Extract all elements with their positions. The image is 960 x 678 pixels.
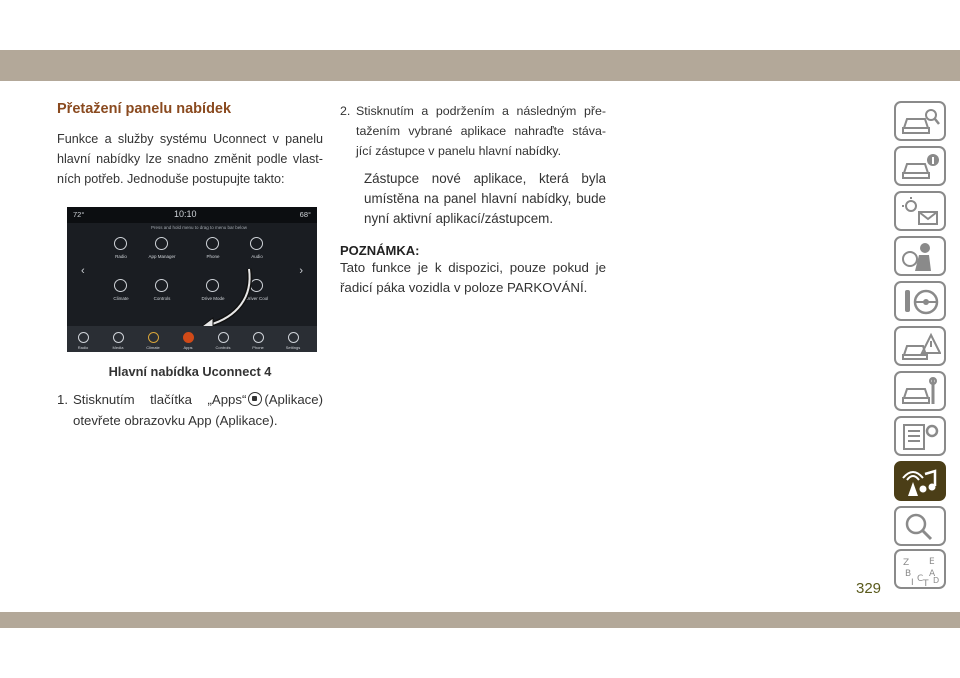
search-icon: [901, 511, 941, 543]
app-label: Drive Mode: [201, 296, 225, 301]
app-manager-icon: [155, 237, 168, 250]
note-title: POZNÁMKA:: [340, 243, 420, 258]
dock-settings-icon: [288, 332, 299, 343]
dock-label: Phone: [252, 345, 264, 350]
section-title: Přetažení panelu nabídek: [57, 101, 232, 117]
uconnect-screen-figure: [67, 207, 317, 352]
app-phone-icon: [206, 237, 219, 250]
svg-text:E: E: [929, 557, 935, 567]
app-label: Climate: [113, 296, 129, 301]
svg-text:C: C: [917, 574, 924, 584]
app-label: Audio: [251, 254, 263, 259]
multimedia-icon: [901, 466, 941, 498]
specs-gear-icon: [901, 421, 941, 453]
car-tools-icon: [901, 376, 941, 408]
svg-text:Z: Z: [903, 558, 910, 568]
step-2-result: Zástupce nové aplikace, která byla umístěna na panel hlavní nabídky, bude nyní aktivní aplikací/zástupcem.: [364, 171, 606, 226]
footer-band: [0, 612, 960, 628]
screen-next-arrow-icon: ›: [299, 265, 303, 277]
step-1-text-a: Stisknutím tlačítka „Apps“: [73, 392, 247, 407]
tab-multimedia[interactable]: [894, 461, 946, 501]
screen-temp-left: 72°: [73, 210, 85, 219]
screen-temp-right: 68°: [299, 210, 311, 219]
tab-car-tools[interactable]: [894, 371, 946, 411]
app-label: Driver Cool: [245, 296, 269, 301]
screen-dock: [67, 326, 317, 352]
drag-arrow-icon: [197, 267, 257, 333]
dock-label: Radio: [77, 345, 89, 350]
dock-label: Controls: [215, 345, 231, 350]
tab-car-search[interactable]: [894, 101, 946, 141]
header-band: [0, 50, 960, 81]
tab-specs[interactable]: [894, 416, 946, 456]
tab-warning-lights[interactable]: [894, 191, 946, 231]
right-column: [340, 101, 606, 298]
app-controls-icon: [155, 279, 168, 292]
dock-label: Settings: [285, 345, 301, 350]
car-search-icon: [901, 106, 941, 138]
tab-index[interactable]: [894, 549, 946, 589]
app-radio-icon: [114, 237, 127, 250]
dock-label: Climate: [146, 345, 160, 350]
step-2: [340, 101, 606, 161]
tab-airbag[interactable]: [894, 236, 946, 276]
steering-wheel-icon: [901, 286, 941, 318]
car-info-icon: [901, 151, 941, 183]
app-label: Controls: [153, 296, 171, 301]
step-1-text-b: (Aplikace) otevřete obrazovku App (Aplikace).: [73, 392, 323, 428]
screen-clock: 10:10: [174, 209, 197, 219]
step-2-text: Stisknutím a podržením a následným pře- tažením vybrané aplikace nahraďte stáva- jící zástupce v panelu hlavní nabídky.: [356, 104, 606, 158]
dock-phone-icon: [253, 332, 264, 343]
index-icon: [901, 554, 941, 586]
intro-paragraph: Funkce a služby systému Uconnect v panelu hlavní nabídky lze snadno změnit podle vlast- ních potřeb. Jednoduše postupujte takto:: [57, 132, 323, 186]
app-label: Phone: [206, 254, 220, 259]
dock-label: Media: [112, 345, 124, 350]
svg-text:T: T: [923, 579, 929, 586]
page-number: 329: [856, 580, 882, 597]
airbag-person-icon: [901, 241, 941, 273]
tab-search[interactable]: [894, 506, 946, 546]
dock-apps-icon: [183, 332, 194, 343]
dock-label: Apps: [183, 345, 193, 350]
app-label: App Manager: [148, 254, 176, 259]
app-audio-icon: [250, 237, 263, 250]
tab-steering-wheel[interactable]: [894, 281, 946, 321]
left-column: [57, 101, 323, 431]
tab-car-info[interactable]: [894, 146, 946, 186]
dock-climate-icon: [148, 332, 159, 343]
svg-text:I: I: [911, 578, 914, 586]
warning-lights-icon: [901, 196, 941, 228]
tab-car-warning[interactable]: [894, 326, 946, 366]
dock-radio-icon: [78, 332, 89, 343]
app-label: Radio: [115, 254, 127, 259]
svg-text:A: A: [929, 569, 936, 579]
dock-media-icon: [113, 332, 124, 343]
screen-hint: Press and hold menu to drag to menu bar below: [151, 225, 248, 230]
svg-text:B: B: [905, 569, 912, 579]
figure-caption: Hlavní nabídka Uconnect 4: [108, 364, 272, 379]
step-1: [57, 389, 323, 431]
note-text: Tato funkce je k dispozici, pouze pokud je řadicí páka vozidla v poloze PARKOVÁNÍ.: [340, 260, 606, 295]
svg-text:D: D: [933, 576, 940, 585]
app-climate-icon: [114, 279, 127, 292]
dock-controls-icon: [218, 332, 229, 343]
screen-prev-arrow-icon: ‹: [81, 265, 85, 277]
step-number: 1.: [57, 392, 68, 407]
apps-button-icon: [248, 392, 262, 406]
step-number: 2.: [340, 104, 351, 118]
car-warning-icon: [901, 331, 941, 363]
